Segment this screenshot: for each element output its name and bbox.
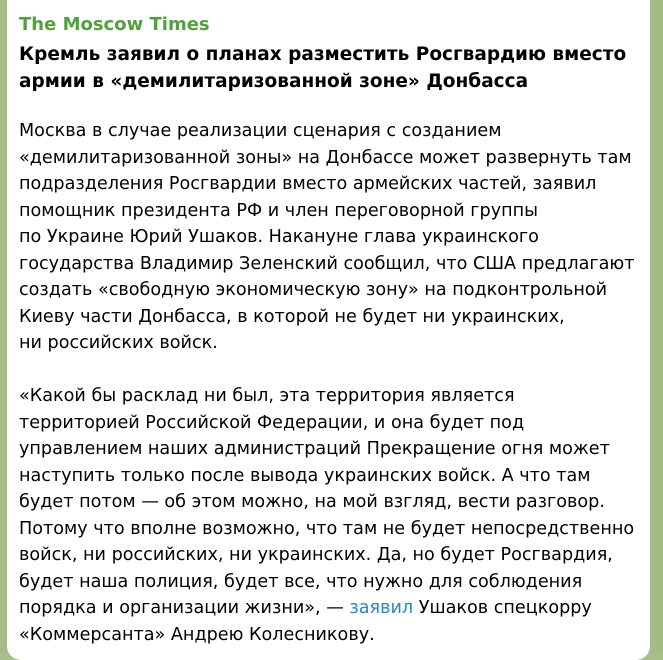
paragraph-2-quote (19, 383, 649, 648)
paragraph-line: будет наша полиция, будет все, что нужно для соблюдения (19, 571, 583, 592)
paragraph-line: «демилитаризованной зоны» на Донбассе может развернуть там (19, 147, 632, 168)
paragraph-1 (19, 118, 649, 357)
paragraph-line: «Коммерсанта» Андрею Колесникову. (19, 624, 375, 645)
paragraph-line: будет потом — об этом можно, на мой взгляд, вести разговор. (19, 492, 605, 512)
source-link[interactable]: заявил (349, 598, 414, 618)
paragraph-line: создать «свободную экономическую зону» на подконтрольной (19, 280, 608, 300)
paragraph-text: порядка и организации жизни», — (19, 598, 350, 618)
paragraph-line: управлением наших администраций Прекращение огня может (19, 439, 610, 459)
paragraph-line-with-link (19, 595, 649, 622)
paragraph-line: территорией Российской Федерации, и она будет под (19, 412, 525, 433)
paragraph-line: Москва в случае реализации сценария с созданием (19, 121, 502, 141)
headline-line: армии в «демилитаризованной зоне» Донбасса (19, 71, 529, 92)
post-headline (19, 41, 639, 95)
paragraph-line: помощник президента РФ и член переговорной группы (19, 200, 539, 221)
paragraph-line: Потому что вполне возможно, что там не будет непосредственно (19, 518, 635, 539)
channel-name[interactable]: The Moscow Times (19, 14, 210, 35)
paragraph-line: ни российских войск. (19, 333, 218, 353)
paragraph-line: войск, ни российских, ни украинских. Да, но будет Росгвардия, (19, 545, 613, 565)
paragraph-line: по Украине Юрий Ушаков. Накануне глава украинского (19, 227, 539, 247)
paragraph-line: подразделения Росгвардии вместо армейских частей, заявил (19, 174, 597, 194)
paragraph-line: Киеву части Донбасса, в которой не будет ни украинских, (19, 306, 565, 327)
headline-line: Кремль заявил о планах разместить Росгвардию вместо (19, 44, 627, 65)
paragraph-line: наступить только после вывода украинских войск. А что там (19, 465, 591, 486)
paragraph-line: государства Владимир Зеленский сообщил, что США предлагают (19, 253, 635, 274)
paragraph-line: «Какой бы расклад ни был, эта территория является (19, 386, 515, 406)
paragraph-text: Ушаков спецкорру (413, 598, 592, 618)
